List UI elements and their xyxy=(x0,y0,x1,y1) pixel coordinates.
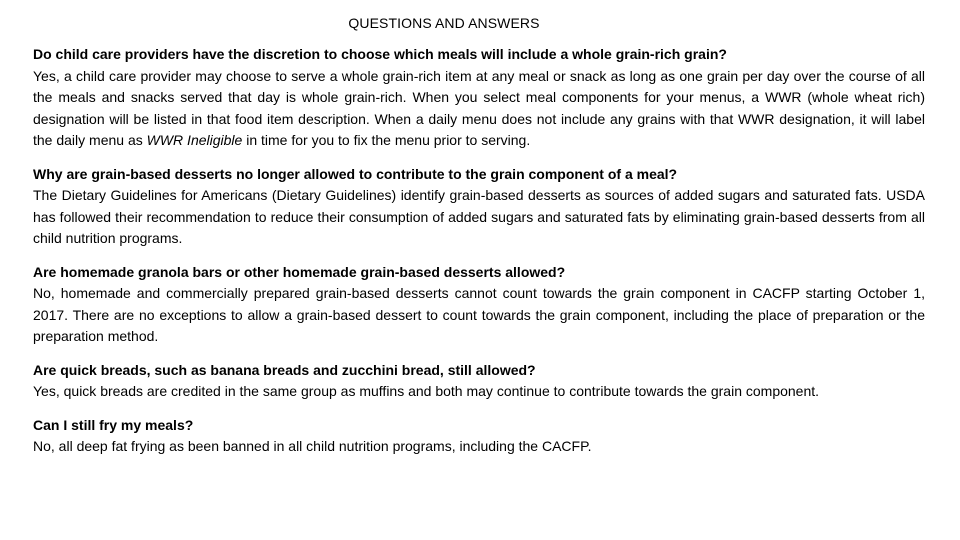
answer-emphasis: WWR Ineligible xyxy=(146,132,243,148)
qa-item-whole-grain xyxy=(33,44,925,152)
question-text: Are quick breads, such as banana breads and zucchini bread, still allowed? xyxy=(33,361,536,378)
answer-text: No, all deep fat frying as been banned in all child nutrition programs, including the CACFP. xyxy=(33,438,592,454)
qa-list xyxy=(33,44,925,470)
qa-item-granola-bars xyxy=(33,262,925,348)
page-title: QUESTIONS AND ANSWERS xyxy=(348,15,540,31)
question-text: Why are grain-based desserts no longer allowed to contribute to the grain component of a meal? xyxy=(33,165,678,182)
qa-item-quick-breads xyxy=(33,360,925,403)
question-text: Do child care providers have the discretion to choose which meals will include a whole grain-rich grain? xyxy=(33,46,727,62)
qa-item-frying xyxy=(33,415,925,458)
answer-text-part: in time for you to fix the menu prior to serving. xyxy=(242,132,531,148)
answer-text: No, homemade and commercially prepared grain-based desserts cannot count towards the grain component in CACFP starting October 1, 2017. There are no exceptions to allow a grain-based dessert to count towards the grain component, including the place of preparation or the preparation method. xyxy=(33,285,925,344)
qa-item-grain-desserts xyxy=(33,164,925,250)
question-text: Can I still fry my meals? xyxy=(33,416,194,433)
question-text: Are homemade granola bars or other homemade grain-based desserts allowed? xyxy=(33,263,566,280)
answer-text: The Dietary Guidelines for Americans (Dietary Guidelines) identify grain-based desserts as sources of added sugars and saturated fats. USDA has followed their recommendation to reduce their consumption of added sugars and saturated fats by eliminating grain-based desserts from all child nutrition programs. xyxy=(33,187,925,246)
answer-text xyxy=(33,66,925,152)
answer-text-part: Yes, a child care provider may choose to serve a whole grain-rich item at any meal or snack as long as one grain per day over the course of all the meals and snacks served that day is whole grain-rich. When you select meal components for your menus, a WWR (whole wheat rich) designation will be listed in that food item description. When a daily menu does not include any grains with that WWR designation, it will label the daily menu as xyxy=(33,67,925,148)
answer-text: Yes, quick breads are credited in the same group as muffins and both may continue to contribute towards the grain component. xyxy=(33,383,820,399)
